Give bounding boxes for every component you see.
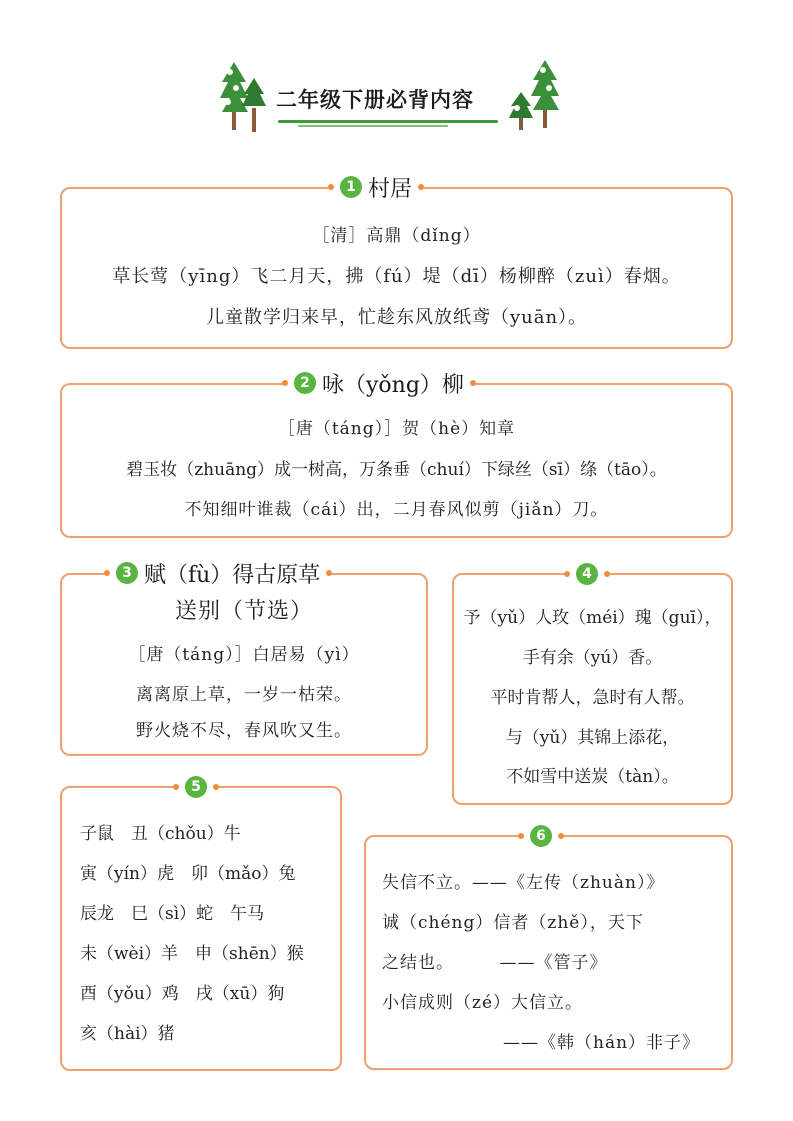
poem-title: 村居 <box>368 176 413 202</box>
saying-line: 不如雪中送炭（tàn）。 <box>506 767 679 787</box>
saying-header-6 <box>520 822 562 850</box>
saying-line: 失信不立。——《左传（zhuàn）》 <box>382 873 665 893</box>
poem-line: 碧玉妆（zhuāng）成一树高，万条垂（chuí）下绿丝（sī）绦（tāo）。 <box>126 460 667 480</box>
poem-line: 不知细叶谁裁（cái）出，二月春风似剪（jiǎn）刀。 <box>184 500 609 520</box>
poem-author: ［唐（táng）］白居易（yì） <box>128 645 360 665</box>
number-badge: 1 <box>340 176 362 198</box>
page-title: 二年级下册必背内容 <box>276 88 474 112</box>
zodiac-line: 亥（hài）猪 <box>80 1024 175 1044</box>
poem-author: ［唐（táng）］贺（hè）知章 <box>277 419 516 439</box>
zodiac-line: 寅（yín）虎 卯（mǎo）兔 <box>80 864 296 884</box>
zodiac-line: 辰龙 巳（sì）蛇 午马 <box>80 904 265 924</box>
poem-line: 草长莺（yīng）飞二月天，拂（fú）堤（dī）杨柳醉（zuì）春烟。 <box>112 266 681 287</box>
poem-header-cunju <box>330 172 422 202</box>
zodiac-header-5 <box>175 773 217 801</box>
number-badge: 3 <box>116 562 138 584</box>
tree-illustration-left <box>218 58 276 136</box>
poem-line: 儿童散学归来早，忙趁东风放纸鸢（yuān）。 <box>205 307 588 328</box>
poem-header-fudeguyuancao <box>106 558 330 588</box>
zodiac-line: 酉（yǒu）鸡 戌（xū）狗 <box>80 984 285 1004</box>
saying-line: 予（yǔ）人玫（méi）瑰（guī）， <box>463 608 722 628</box>
saying-line: 小信成则（zé）大信立。 <box>382 993 584 1013</box>
poem-title: 赋（fù）得古原草 <box>144 562 321 588</box>
number-badge: 2 <box>294 372 316 394</box>
poem-author: ［清］高鼎（dǐng） <box>312 226 481 246</box>
poem-subtitle: 送别（节选） <box>174 599 313 624</box>
saying-line: 平时肯帮人，急时有人帮。 <box>490 688 695 708</box>
number-badge: 6 <box>530 825 552 847</box>
title-underline-light <box>298 125 448 127</box>
zodiac-line: 未（wèi）羊 申（shēn）猴 <box>80 944 304 964</box>
zodiac-line: 子鼠 丑（chǒu）牛 <box>80 824 241 844</box>
saying-line: 手有余（yú）香。 <box>522 648 663 668</box>
tree-illustration-right <box>503 58 563 136</box>
saying-line: 与（yǔ）其锦上添花， <box>505 728 680 748</box>
poem-line: 离离原上草，一岁一枯荣。 <box>136 685 352 705</box>
number-badge: 5 <box>185 776 207 798</box>
saying-line: ——《韩（hán）非子》 <box>503 1033 701 1053</box>
poem-header-yongliu <box>284 368 474 398</box>
poem-line: 野火烧不尽，春风吹又生。 <box>136 721 352 741</box>
saying-line: 之结也。 ——《管子》 <box>382 953 608 973</box>
page-header <box>218 58 563 136</box>
saying-line: 诚（chéng）信者（zhě），天下 <box>382 913 644 933</box>
poem-title: 咏（yǒng）柳 <box>322 372 464 398</box>
saying-header-4 <box>566 560 608 588</box>
title-underline <box>278 120 498 123</box>
number-badge: 4 <box>576 563 598 585</box>
